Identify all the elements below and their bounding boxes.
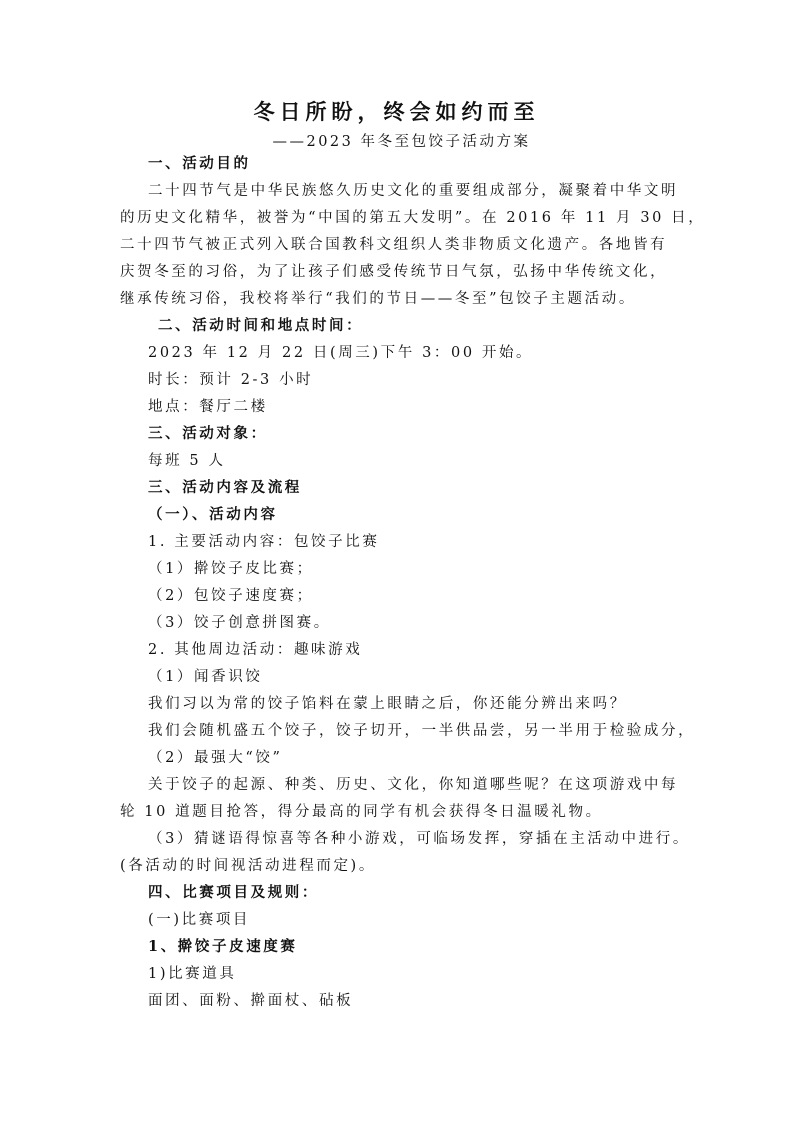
subheading-dough-rolling: 1、擀饺子皮速度赛 bbox=[148, 938, 298, 955]
paragraph-line: 继承传统习俗，我校将举行“我们的节日——冬至”包饺子主题活动。 bbox=[120, 291, 636, 307]
info-line-location: 地点：餐厅二楼 bbox=[148, 399, 268, 415]
paragraph-line: (各活动的时间视活动进程而定)。 bbox=[120, 858, 376, 874]
section-heading-purpose: 一、活动目的 bbox=[148, 155, 251, 172]
list-item: 2. 其他周边活动：趣味游戏 bbox=[148, 642, 363, 658]
document-title: 冬日所盼，终会如约而至 bbox=[253, 99, 540, 124]
info-line-duration: 时长：预计 2-3 小时 bbox=[148, 372, 314, 388]
paragraph-line: 的历史文化精华，被誉为“中国的第五大发明”。在 2016 年 11 月 30 日， bbox=[120, 210, 706, 226]
paragraph-line: 我们习以为常的饺子馅料在蒙上眼睛之后，你还能分辨出来吗？ bbox=[148, 696, 627, 712]
list-item: （1）擀饺子皮比赛； bbox=[148, 561, 314, 577]
list-item: （2）最强大“饺” bbox=[148, 750, 283, 766]
subheading-activity-content: （一）、活动内容 bbox=[148, 506, 278, 523]
paragraph-line: 轮 10 道题目抢答，得分最高的同学有机会获得冬日温暖礼物。 bbox=[120, 804, 603, 820]
paragraph-line: 二十四节气被正式列入联合国教科文组织人类非物质文化遗产。各地皆有 bbox=[120, 237, 668, 253]
list-item: （3）饺子创意拼图赛。 bbox=[148, 615, 331, 631]
section-heading-rules: 四、比赛项目及规则： bbox=[148, 884, 319, 901]
paragraph-line: 我们会随机盛五个饺子，饺子切开，一半供品尝，另一半用于检验成分， bbox=[148, 723, 696, 739]
section-heading-time-place: 二、活动时间和地点时间： bbox=[158, 317, 364, 334]
paragraph-line: 二十四节气是中华民族悠久历史文化的重要组成部分，凝聚着中华文明 bbox=[148, 183, 679, 199]
paragraph-line: 庆贺冬至的习俗，为了让孩子们感受传统节日气氛，弘扬中华传统文化， bbox=[120, 264, 668, 280]
list-item: （2）包饺子速度赛； bbox=[148, 588, 314, 604]
paragraph-line: （3）猜谜语得惊喜等各种小游戏，可临场发挥，穿插在主活动中进行。 bbox=[148, 831, 690, 847]
list-item: （1）闻香识饺 bbox=[148, 669, 263, 685]
subheading-competition-items: (一)比赛项目 bbox=[148, 912, 251, 928]
paragraph-line: 面团、面粉、擀面杖、砧板 bbox=[148, 993, 354, 1009]
document-subtitle: ——2023 年冬至包饺子活动方案 bbox=[272, 134, 531, 150]
info-line-date: 2023 年 12 月 22 日(周三)下午 3：00 开始。 bbox=[148, 345, 534, 361]
list-item: 1)比赛道具 bbox=[148, 966, 237, 982]
section-heading-content-flow: 三、活动内容及流程 bbox=[148, 479, 302, 496]
info-line-participants: 每班 5 人 bbox=[148, 453, 226, 469]
list-item: 1. 主要活动内容：包饺子比赛 bbox=[148, 534, 380, 550]
paragraph-line: 关于饺子的起源、种类、历史、文化，你知道哪些呢？在这项游戏中每 bbox=[148, 777, 679, 793]
section-heading-participants: 三、活动对象： bbox=[148, 425, 268, 442]
